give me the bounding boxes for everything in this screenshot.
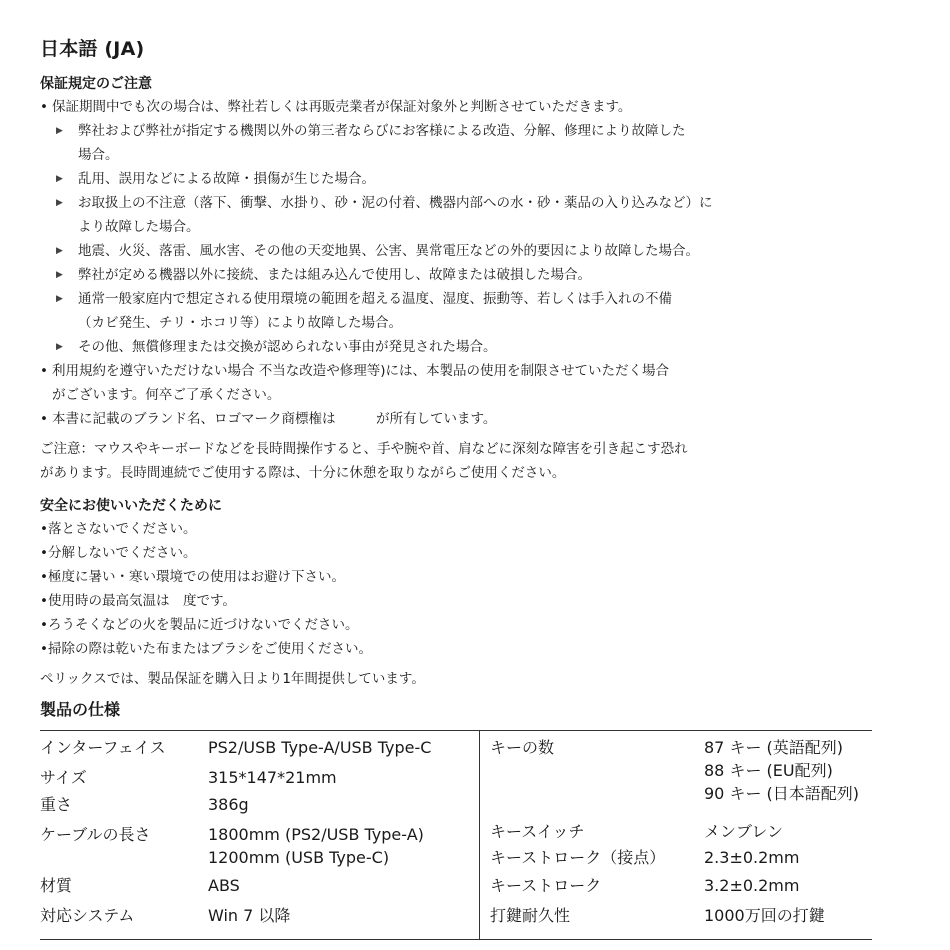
spec-label-cable: ケーブルの長さ <box>40 825 151 844</box>
warranty-section-title: 保証規定のご注意 <box>40 76 152 92</box>
spec-value-stroke: 3.2±0.2mm <box>704 876 800 895</box>
safety-item: •使用時の最高気温は 度です。 <box>40 593 236 609</box>
manual-page <box>40 34 920 723</box>
spec-value-keys-2: 88 キー (EU配列) <box>704 761 833 780</box>
spec-value-weight: 386g <box>208 795 249 814</box>
safety-section-title: 安全にお使いいただくために <box>40 498 222 514</box>
spec-value-stroke-contact: 2.3±0.2mm <box>704 848 800 867</box>
warranty-sub-item-2: ▶ 乱用、誤用などによる故障・損傷が生じた場合。 <box>40 167 920 191</box>
caution-line-1: ご注意：マウスやキーボードなどを長時間操作すると、手や腕や首、肩などに深刻な障害を引き起こす恐れ <box>40 441 688 457</box>
language-heading: 日本語 (JA) <box>40 38 145 60</box>
spec-value-keys-3: 90 キー (日本語配列) <box>704 784 860 803</box>
spec-label-switch: キースイッチ <box>490 822 585 841</box>
warranty-sub-item-3: ▶ お取扱上の不注意（落下、衝撃、水掛り、砂・泥の付着、機器内部への水・砂・薬品の入り込みなど）に より故障した場合。 <box>40 191 920 239</box>
spec-label-interface: インターフェイス <box>40 738 166 757</box>
spec-value-size: 315*147*21mm <box>208 768 337 787</box>
spec-value-cable: 1800mm (PS2/USB Type-A) <box>208 825 424 844</box>
safety-item: •極度に暑い・寒い環境での使用はお避け下さい。 <box>40 569 345 585</box>
bullet-dot-icon: • <box>40 411 48 427</box>
safety-item: •落とさないでください。 <box>40 521 197 537</box>
table-divider <box>479 731 480 939</box>
triangle-bullet-icon: ▶ <box>56 294 63 304</box>
spec-value-keys: 87 キー (英語配列) <box>704 738 844 757</box>
specs-section-title: 製品の仕様 <box>40 700 121 719</box>
specs-table <box>40 730 872 940</box>
triangle-bullet-icon: ▶ <box>56 342 63 352</box>
bullet-dot-icon: • <box>40 363 48 379</box>
triangle-bullet-icon: ▶ <box>56 198 63 208</box>
triangle-bullet-icon: ▶ <box>56 270 63 280</box>
spec-value-interface: PS2/USB Type-A/USB Type-C <box>208 738 432 757</box>
safety-item: •掃除の際は乾いた布またはブラシをご使用ください。 <box>40 641 372 657</box>
bullet-dot-icon: • <box>40 569 48 585</box>
bullet-dot-icon: • <box>40 521 48 537</box>
spec-label-material: 材質 <box>40 876 73 895</box>
warranty-sub-item-4: ▶ 地震、火災、落雷、風水害、その他の天変地異、公害、異常電圧などの外的要因により故障した場合。 <box>40 239 920 263</box>
spec-label-durability: 打鍵耐久性 <box>490 906 571 925</box>
bullet-dot-icon: • <box>40 545 48 561</box>
spec-value-switch: メンブレン <box>704 822 783 841</box>
spec-label-stroke-contact: キーストローク（接点） <box>490 848 666 867</box>
warranty-bullet-2: • 利用規約を遵守いただけない場合 不当な改造や修理等)には、本製品の使用を制限させていただく場合 <box>40 359 920 383</box>
spec-label-size: サイズ <box>40 768 87 787</box>
spec-label-keys: キーの数 <box>490 738 555 757</box>
triangle-bullet-icon: ▶ <box>56 126 63 136</box>
spec-label-stroke: キーストローク <box>490 876 602 895</box>
warranty-bullet-3: • 本書に記載のブランド名、ロゴマーク商標権は が所有しています。 <box>40 407 920 431</box>
spec-label-weight: 重さ <box>40 795 73 814</box>
spec-value-material: ABS <box>208 876 240 895</box>
warranty-sub-item-7: ▶ その他、無償修理または交換が認められない事由が発見された場合。 <box>40 335 920 359</box>
caution-line-2: があります。長時間連続でご使用する際は、十分に休憩を取りながらご使用ください。 <box>40 465 566 481</box>
spec-value-cable-2: 1200mm (USB Type-C) <box>208 848 390 867</box>
warranty-bullet-2-cont: がございます。何卒ご了承ください。 <box>52 387 281 403</box>
warranty-sub-item-6: ▶ 通常一般家庭内で想定される使用環境の範囲を超える温度、湿度、振動等、若しくは手入れの不備 （カビ発生、チリ・ホコリ等）により故障した場合。 <box>40 287 920 335</box>
triangle-bullet-icon: ▶ <box>56 246 63 256</box>
spec-label-os: 対応システム <box>40 906 135 925</box>
warranty-sub-item-5: ▶ 弊社が定める機器以外に接続、または組み込んで使用し、故障または破損した場合。 <box>40 263 920 287</box>
bullet-dot-icon: • <box>40 593 48 609</box>
bullet-dot-icon: • <box>40 617 48 633</box>
warranty-period-note: ペリックスでは、製品保証を購入日より1年間提供しています。 <box>40 671 425 687</box>
spec-value-os: Win 7 以降 <box>208 906 291 925</box>
spec-value-durability: 1000万回の打鍵 <box>704 906 825 925</box>
warranty-bullet-1: • 保証期間中でも次の場合は、弊社若しくは再販売業者が保証対象外と判断させていただきます。 <box>40 95 920 119</box>
safety-item: •分解しないでください。 <box>40 545 197 561</box>
bullet-dot-icon: • <box>40 99 48 115</box>
safety-item: •ろうそくなどの火を製品に近づけないでください。 <box>40 617 359 633</box>
triangle-bullet-icon: ▶ <box>56 174 63 184</box>
bullet-dot-icon: • <box>40 641 48 657</box>
warranty-sub-item-1: ▶ 弊社および弊社が指定する機関以外の第三者ならびにお客様による改造、分解、修理により故障した 場合。 <box>40 119 920 167</box>
